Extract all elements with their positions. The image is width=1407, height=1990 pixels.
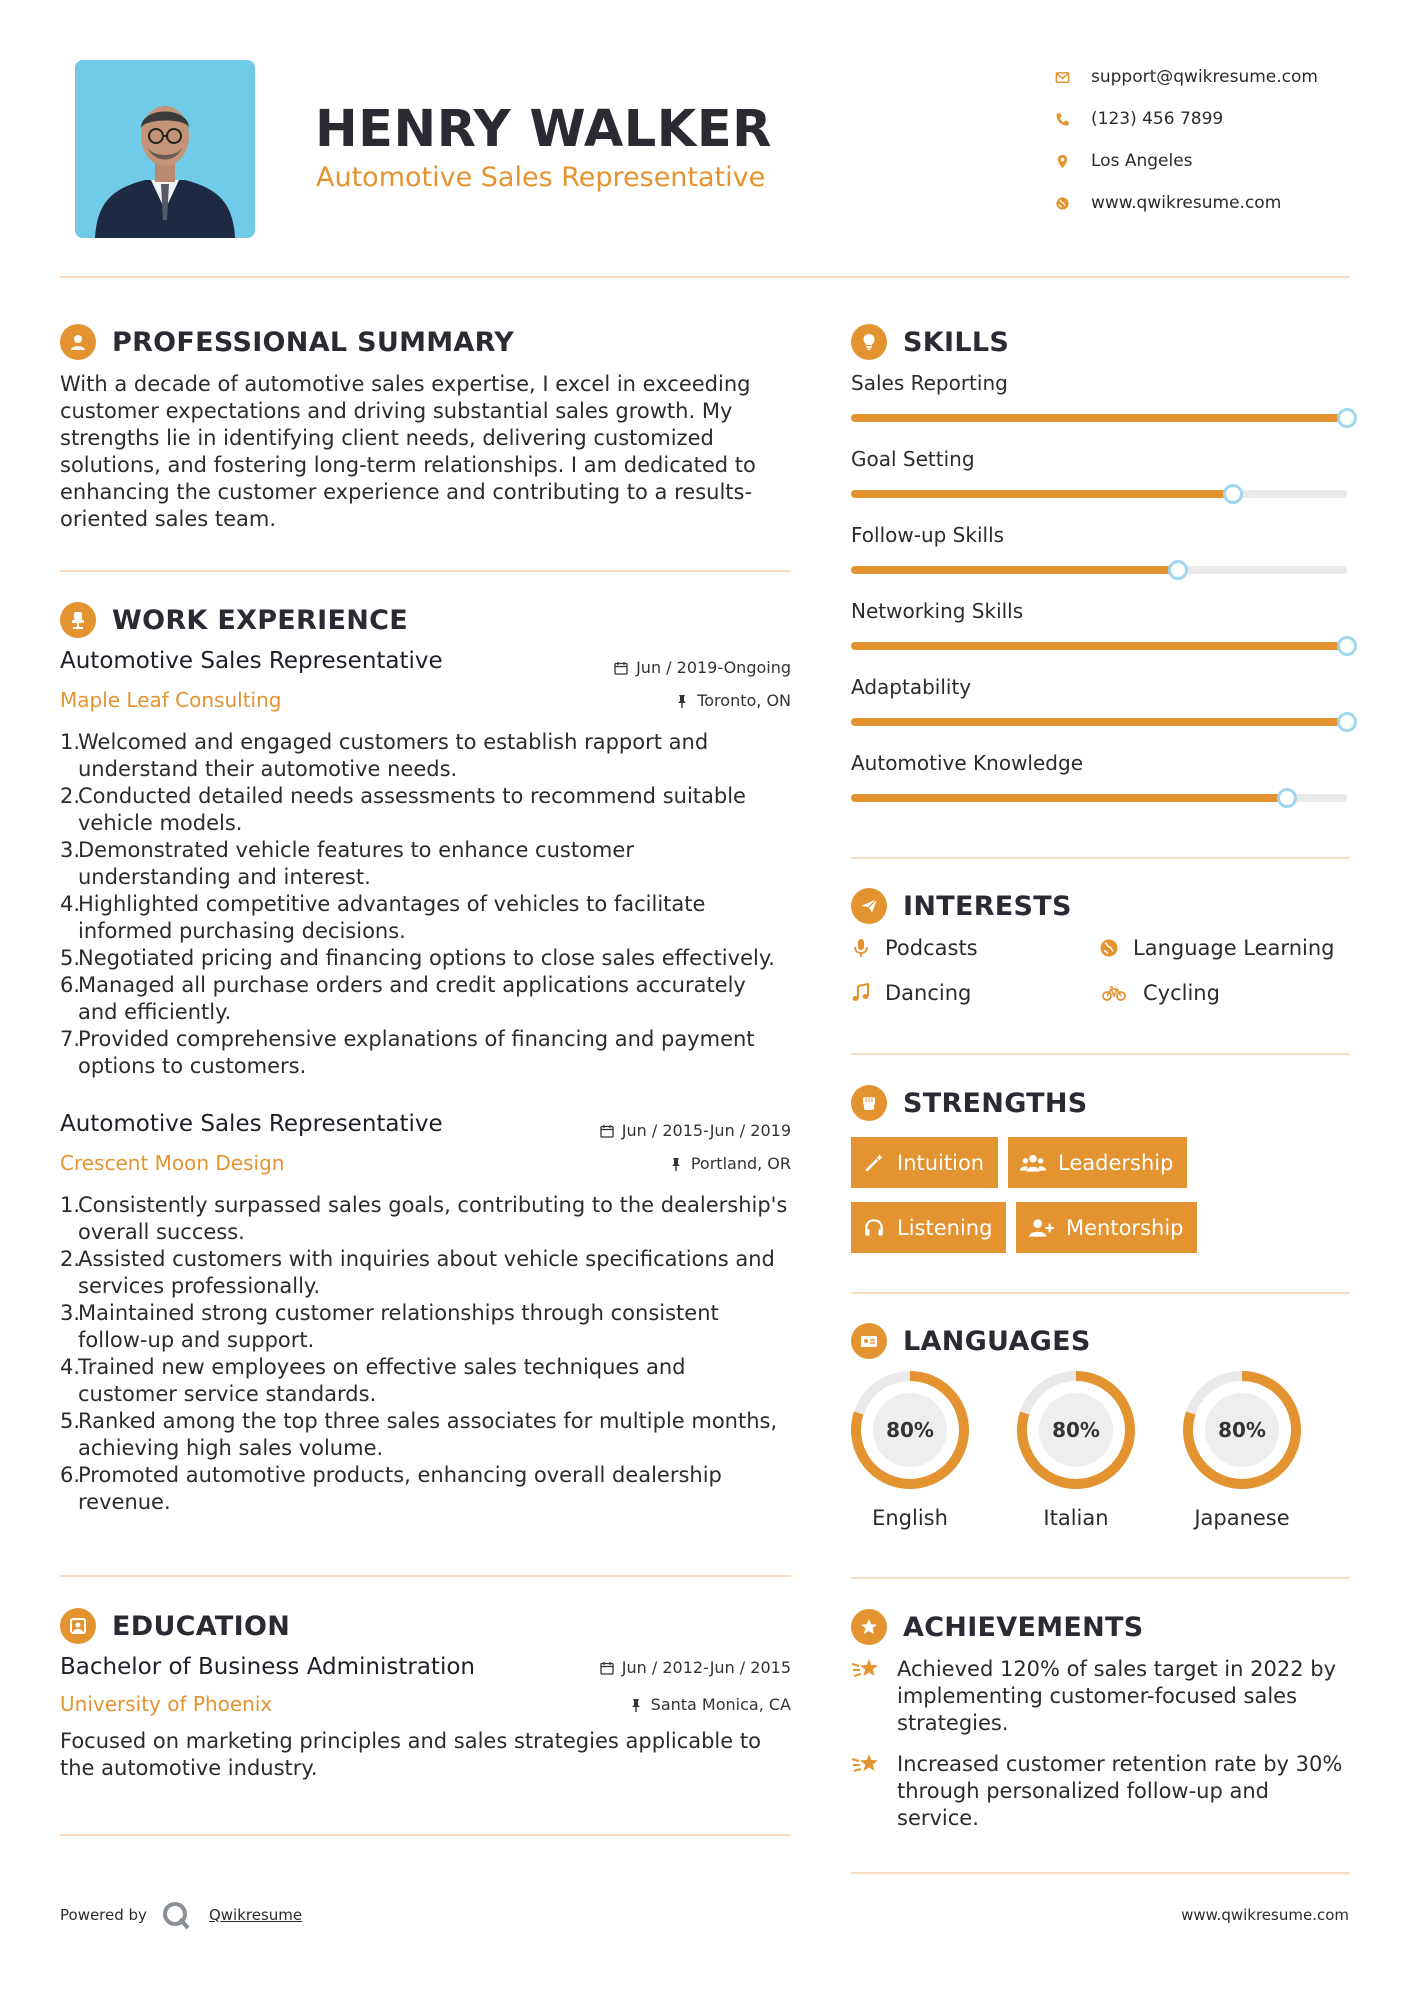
pushpin-icon [629, 1698, 643, 1712]
microphone-icon [851, 938, 871, 958]
summary-line: solutions, and fostering long-term relationships. I am dedicated to [60, 453, 756, 477]
contact-location-text: Los Angeles [1091, 151, 1193, 171]
summary-line: oriented sales team. [60, 507, 277, 531]
education-line: the automotive industry. [60, 1756, 318, 1780]
skill-bar-fill [851, 414, 1347, 422]
contact-list [1055, 56, 1375, 224]
job-location [500, 1154, 791, 1173]
skill-bar [851, 794, 1347, 802]
achievements-heading [851, 1609, 1144, 1645]
lightbulb-icon [851, 324, 887, 360]
powered-by-label: Powered by [60, 1906, 147, 1924]
achievement-line: through personalized follow-up and [897, 1779, 1269, 1803]
skill-bar [851, 414, 1347, 422]
education-line: Focused on marketing principles and sales strategies applicable to [60, 1729, 761, 1753]
skill-label: Automotive Knowledge [851, 751, 1083, 775]
degree-title: Bachelor of Business Administration [60, 1654, 475, 1680]
strengths-divider [851, 1292, 1350, 1294]
shooting-star-icon [851, 1656, 881, 1684]
skill-item [851, 523, 1351, 547]
pushpin-icon [669, 1157, 683, 1171]
education-location-text: Santa Monica, CA [650, 1695, 791, 1714]
skill-bar-knob [1337, 712, 1357, 732]
pushpin-icon [675, 694, 689, 708]
skill-item [851, 675, 1351, 699]
education-divider [60, 1834, 791, 1836]
strength-badge [1016, 1202, 1197, 1253]
language-name: English [872, 1506, 948, 1530]
calendar-icon [614, 661, 628, 675]
contact-phone[interactable] [1055, 98, 1375, 140]
strengths-heading [851, 1085, 1088, 1121]
fist-icon [851, 1085, 887, 1121]
id-card-icon [851, 1323, 887, 1359]
skill-bar [851, 718, 1347, 726]
job-date-text: Jun / 2019-Ongoing [636, 658, 791, 677]
skill-bar-fill [851, 566, 1178, 574]
summary-line: With a decade of automotive sales expertise, I excel in exceeding [60, 372, 751, 396]
achievement-item [851, 1656, 1351, 1737]
qwikresume-link[interactable]: Qwikresume [208, 1906, 303, 1924]
skill-label: Adaptability [851, 675, 972, 699]
achievement-text [897, 1656, 1336, 1737]
shooting-star-icon [851, 1751, 881, 1779]
candidate-role: Automotive Sales Representative [316, 162, 766, 193]
profile-photo [75, 60, 255, 238]
strength-label: Listening [897, 1215, 993, 1240]
summary-heading [60, 324, 514, 360]
education-text [60, 1728, 800, 1782]
footer-powered-by [60, 1900, 302, 1930]
skill-item [851, 371, 1351, 395]
language-name: Japanese [1194, 1506, 1290, 1530]
language-percent: 80% [886, 1418, 934, 1442]
strength-badge [851, 1202, 1006, 1253]
phone-icon [1055, 112, 1091, 127]
star-badge-icon [851, 1609, 887, 1645]
language-item [840, 1368, 980, 1530]
map-pin-icon [1055, 154, 1091, 169]
skill-label: Goal Setting [851, 447, 975, 471]
office-chair-icon [60, 602, 96, 638]
list-item: 1. Consistently surpassed sales goals, contributing to the dealership's overall success. [60, 1193, 788, 1244]
interest-label: Cycling [1143, 981, 1220, 1005]
language-item [1172, 1368, 1312, 1530]
strength-label: Intuition [897, 1150, 985, 1175]
achievements-title: ACHIEVEMENTS [903, 1611, 1144, 1643]
list-item: 6. Promoted automotive products, enhancing overall dealership revenue. [60, 1463, 722, 1514]
language-percent: 80% [1052, 1418, 1100, 1442]
achievement-line: strategies. [897, 1711, 1009, 1735]
strengths-title: STRENGTHS [903, 1087, 1088, 1119]
languages-divider [851, 1577, 1350, 1579]
job-company: Maple Leaf Consulting [60, 688, 282, 712]
work-title: WORK EXPERIENCE [112, 604, 408, 636]
calendar-icon [600, 1661, 614, 1675]
skill-bar-knob [1223, 484, 1243, 504]
job-location-text: Portland, OR [690, 1154, 791, 1173]
graduate-icon [60, 1608, 96, 1644]
candidate-name: HENRY WALKER [315, 100, 772, 159]
interests-title: INTERESTS [903, 890, 1072, 922]
list-item: 4. Trained new employees on effective sales techniques and customer service standards. [60, 1355, 686, 1406]
skill-bar-fill [851, 490, 1233, 498]
bicycle-icon [1099, 983, 1129, 1003]
language-ring [848, 1368, 972, 1492]
education-title: EDUCATION [112, 1610, 291, 1642]
achievement-item [851, 1751, 1351, 1832]
language-ring [1180, 1368, 1304, 1492]
languages-title: LANGUAGES [903, 1325, 1091, 1357]
achievement-line: Achieved 120% of sales target in 2022 by [897, 1657, 1336, 1681]
interest-item [851, 936, 978, 960]
job-title: Automotive Sales Representative [60, 1111, 443, 1137]
header-divider [60, 276, 1350, 278]
list-item: 3. Maintained strong customer relationships through consistent follow-up and support. [60, 1301, 719, 1352]
contact-email[interactable] [1055, 56, 1375, 98]
skill-bar-fill [851, 718, 1347, 726]
job-location-text: Toronto, ON [697, 691, 791, 710]
interest-item [1099, 936, 1334, 960]
skill-label: Networking Skills [851, 599, 1024, 623]
work-heading [60, 602, 408, 638]
interests-divider [851, 1053, 1350, 1055]
globe-icon [1055, 196, 1091, 211]
job-date [500, 658, 791, 677]
education-date [500, 1658, 791, 1677]
education-heading [60, 1608, 290, 1644]
job-company: Crescent Moon Design [60, 1151, 285, 1175]
skill-bar-knob [1168, 560, 1188, 580]
job-location [500, 691, 791, 710]
work-divider [60, 1575, 791, 1577]
achievement-line: service. [897, 1806, 979, 1830]
music-note-icon [851, 983, 871, 1003]
achievement-line: Increased customer retention rate by 30% [897, 1752, 1343, 1776]
contact-website-text: www.qwikresume.com [1091, 193, 1282, 213]
skill-item [851, 599, 1351, 623]
skills-divider [851, 857, 1350, 859]
skill-item [851, 751, 1351, 775]
paper-plane-icon [851, 888, 887, 924]
list-item: 2. Assisted customers with inquiries about vehicle specifications and services professionally. [60, 1247, 775, 1298]
skills-heading [851, 324, 1009, 360]
strength-badge [851, 1137, 998, 1188]
summary-line: customer expectations and driving substantial sales growth. My [60, 399, 733, 423]
summary-line: strengths lie in identifying client needs, delivering customized [60, 426, 714, 450]
contact-phone-text: (123) 456 7899 [1091, 109, 1224, 129]
skill-bar-knob [1337, 636, 1357, 656]
achievement-text [897, 1751, 1342, 1832]
interest-item [1099, 981, 1220, 1005]
list-item: 5. Negotiated pricing and financing options to close sales effectively. [60, 946, 775, 970]
school-name: University of Phoenix [60, 1692, 273, 1716]
user-plus-icon [1028, 1217, 1054, 1239]
job-duties [60, 729, 795, 1080]
list-item: 7. Provided comprehensive explanations of financing and payment options to customers. [60, 1027, 755, 1078]
skill-label: Sales Reporting [851, 371, 1008, 395]
skill-bar-knob [1337, 408, 1357, 428]
job-date-text: Jun / 2015-Jun / 2019 [621, 1121, 791, 1140]
summary-divider [60, 570, 791, 572]
languages-heading [851, 1323, 1091, 1359]
education-location [500, 1695, 791, 1714]
globe-icon [1099, 938, 1119, 958]
users-icon [1020, 1152, 1046, 1174]
strength-badge [1008, 1137, 1187, 1188]
portrait-image [75, 60, 255, 238]
language-ring [1014, 1368, 1138, 1492]
skill-bar-fill [851, 642, 1347, 650]
interest-label: Dancing [885, 981, 972, 1005]
contact-location [1055, 140, 1375, 182]
contact-website[interactable] [1055, 182, 1375, 224]
skill-bar [851, 566, 1347, 574]
list-item: 6. Managed all purchase orders and credit applications accurately and efficiently. [60, 973, 746, 1024]
qwikresume-logo-icon [161, 1900, 191, 1930]
job-title: Automotive Sales Representative [60, 648, 443, 674]
skill-bar-fill [851, 794, 1287, 802]
language-percent: 80% [1218, 1418, 1266, 1442]
list-item: 4. Highlighted competitive advantages of vehicles to facilitate informed purchasing decisions. [60, 892, 706, 943]
job-date [500, 1121, 791, 1140]
envelope-icon [1055, 70, 1091, 85]
list-item: 5. Ranked among the top three sales associates for multiple months, achieving high sales volume. [60, 1409, 778, 1460]
magic-wand-icon [863, 1152, 885, 1174]
strength-label: Leadership [1058, 1150, 1174, 1175]
education-date-text: Jun / 2012-Jun / 2015 [621, 1658, 791, 1677]
list-item: 3. Demonstrated vehicle features to enhance customer understanding and interest. [60, 838, 634, 889]
user-icon [60, 324, 96, 360]
skill-bar [851, 490, 1347, 498]
interest-label: Language Learning [1133, 936, 1335, 960]
skill-bar [851, 642, 1347, 650]
interests-heading [851, 888, 1072, 924]
strength-label: Mentorship [1066, 1215, 1184, 1240]
skill-item [851, 447, 1351, 471]
interest-label: Podcasts [885, 936, 978, 960]
list-item: 1. Welcomed and engaged customers to establish rapport and understand their automotive needs. [60, 730, 709, 781]
footer-website[interactable]: www.qwikresume.com [1181, 1906, 1349, 1924]
language-name: Italian [1043, 1506, 1109, 1530]
achievement-line: implementing customer-focused sales [897, 1684, 1298, 1708]
skill-label: Follow-up Skills [851, 523, 1005, 547]
headphones-icon [863, 1217, 885, 1239]
summary-title: PROFESSIONAL SUMMARY [112, 326, 515, 358]
list-item: 2. Conducted detailed needs assessments to recommend suitable vehicle models. [60, 784, 746, 835]
language-item [1006, 1368, 1146, 1530]
job-duties [60, 1192, 800, 1516]
skills-title: SKILLS [903, 326, 1010, 358]
summary-line: enhancing the customer experience and contributing to a results- [60, 480, 753, 504]
achievements-divider [851, 1872, 1350, 1874]
summary-text [60, 371, 800, 533]
calendar-icon [600, 1124, 614, 1138]
interest-item [851, 981, 971, 1005]
contact-email-text: support@qwikresume.com [1091, 67, 1318, 87]
skill-bar-knob [1277, 788, 1297, 808]
